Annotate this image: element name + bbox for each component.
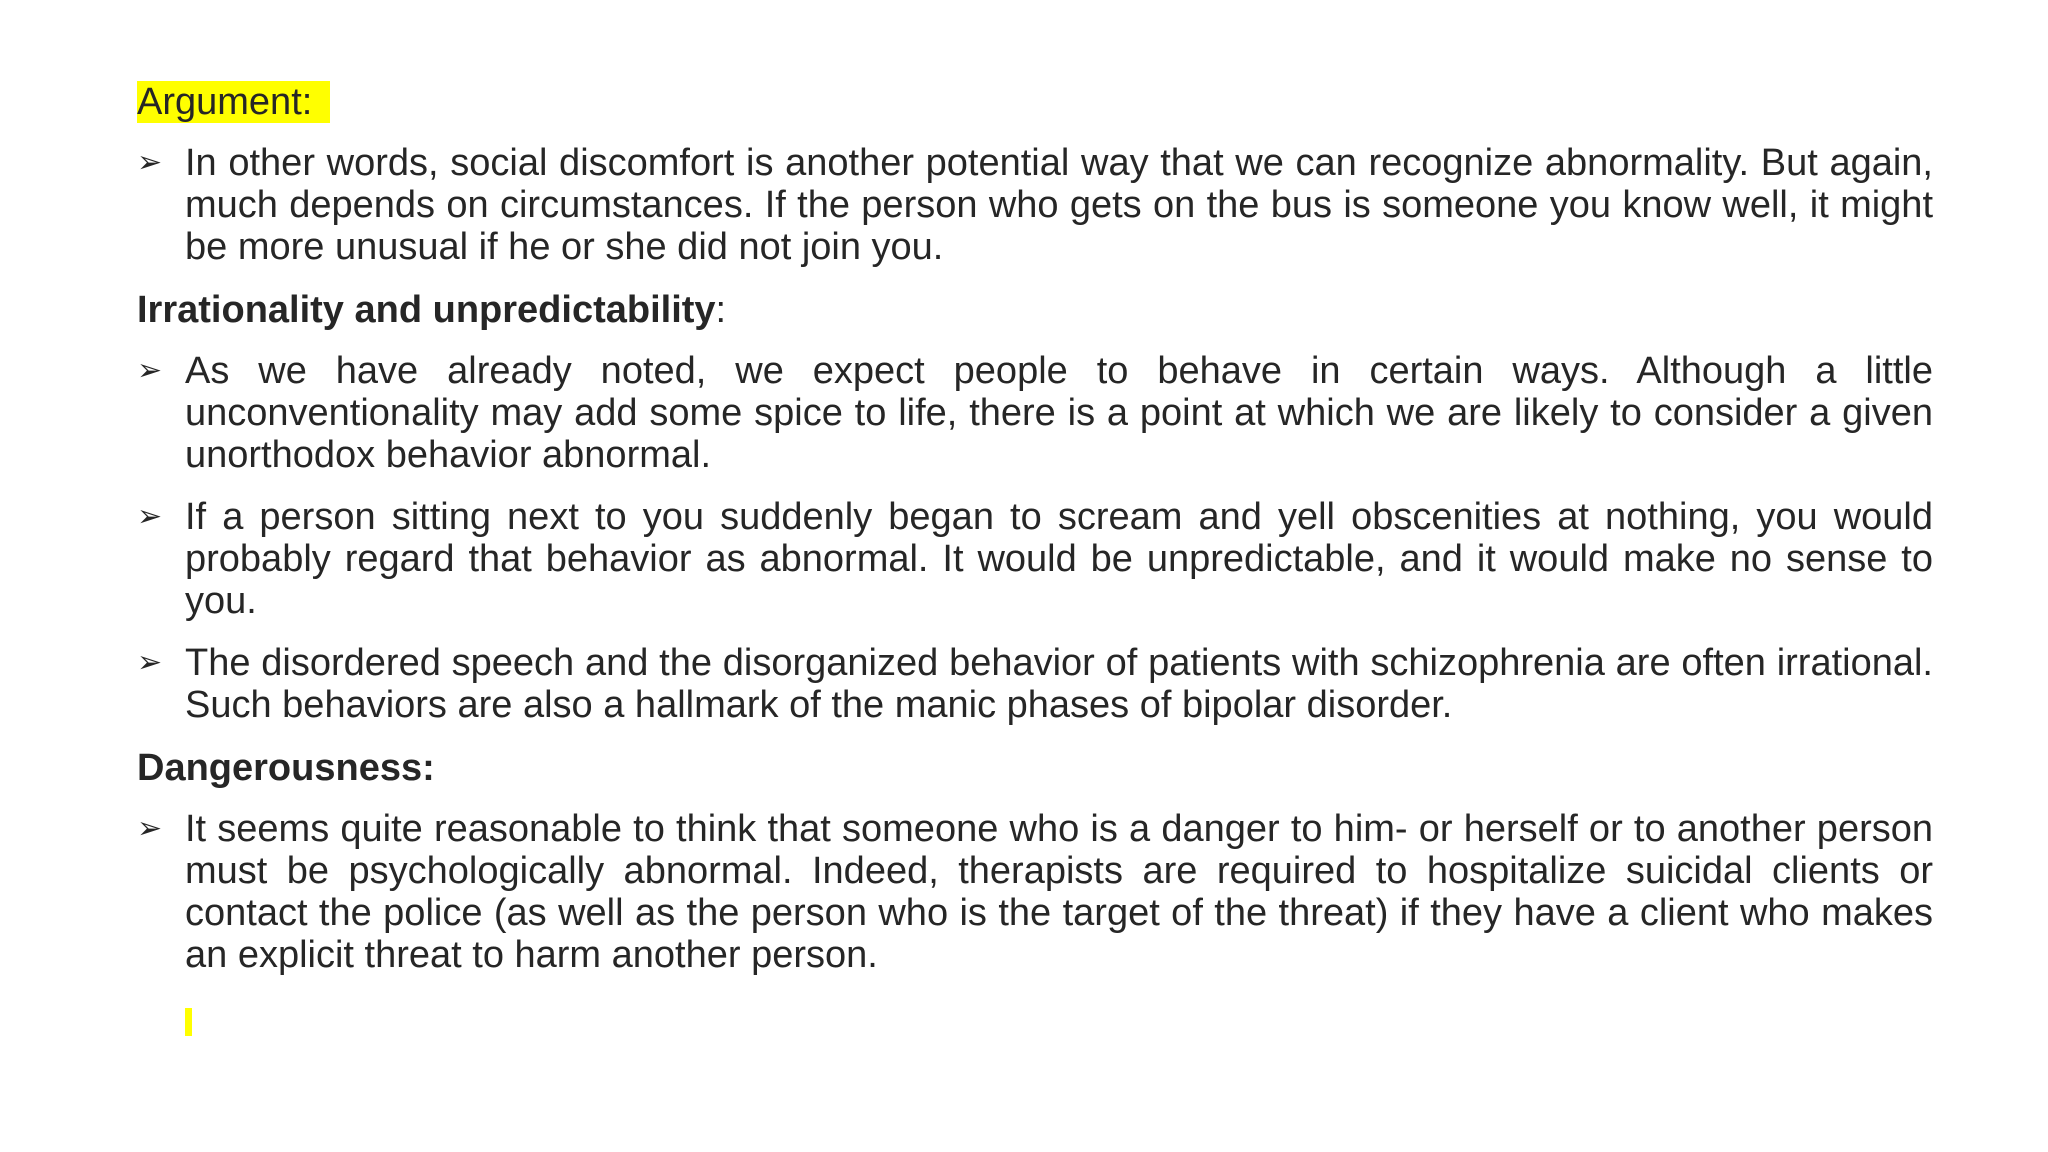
arrow-bullet-icon: ➢: [137, 646, 163, 679]
text-cursor[interactable]: [185, 1008, 192, 1036]
highlighted-heading-text: Argument:: [137, 81, 330, 123]
dangerousness-heading: [137, 746, 1933, 790]
arrow-bullet-icon: ➢: [137, 812, 163, 845]
irrationality-heading: [137, 288, 1933, 332]
bullet-item: [137, 350, 1933, 476]
section-title: Irrationality and unpredictability: [137, 289, 716, 331]
bullet-item: [137, 496, 1933, 622]
arrow-bullet-icon: ➢: [137, 500, 163, 533]
arrow-bullet-icon: ➢: [137, 146, 163, 179]
bullet-item: [137, 642, 1933, 726]
argument-heading: [137, 80, 1933, 124]
bullet-text: In other words, social discomfort is another potential way that we can recognize abnormality. But again, much depends on circumstances. If the person who gets on the bus is someone you know well, it might be more unusual if he or she did not join you.: [185, 142, 1933, 268]
bullet-item: [137, 808, 1933, 976]
slide-content: [137, 80, 1933, 996]
bullet-text: It seems quite reasonable to think that someone who is a danger to him- or herself or to another person must be psychologically abnormal. Indeed, therapists are required to hospitalize suicidal clients or contact the police (as well as the person who is the target of the threat) if they have a client who makes an explicit threat to harm another person.: [185, 808, 1933, 976]
arrow-bullet-icon: ➢: [137, 354, 163, 387]
bullet-text: If a person sitting next to you suddenly began to scream and yell obscenities at nothing, you would probably regard that behavior as abnormal. It would be unpredictable, and it would make no sense to you.: [185, 496, 1933, 622]
bullet-text: As we have already noted, we expect people to behave in certain ways. Although a little unconventionality may add some spice to life, there is a point at which we are likely to consider a given unorthodox behavior abnormal.: [185, 350, 1933, 476]
bullet-text: The disordered speech and the disorganized behavior of patients with schizophrenia are often irrational. Such behaviors are also a hallmark of the manic phases of bipolar disorder.: [185, 642, 1933, 726]
bullet-item: [137, 142, 1933, 268]
section-title: Dangerousness:: [137, 747, 435, 789]
section-title-colon: :: [715, 289, 727, 331]
